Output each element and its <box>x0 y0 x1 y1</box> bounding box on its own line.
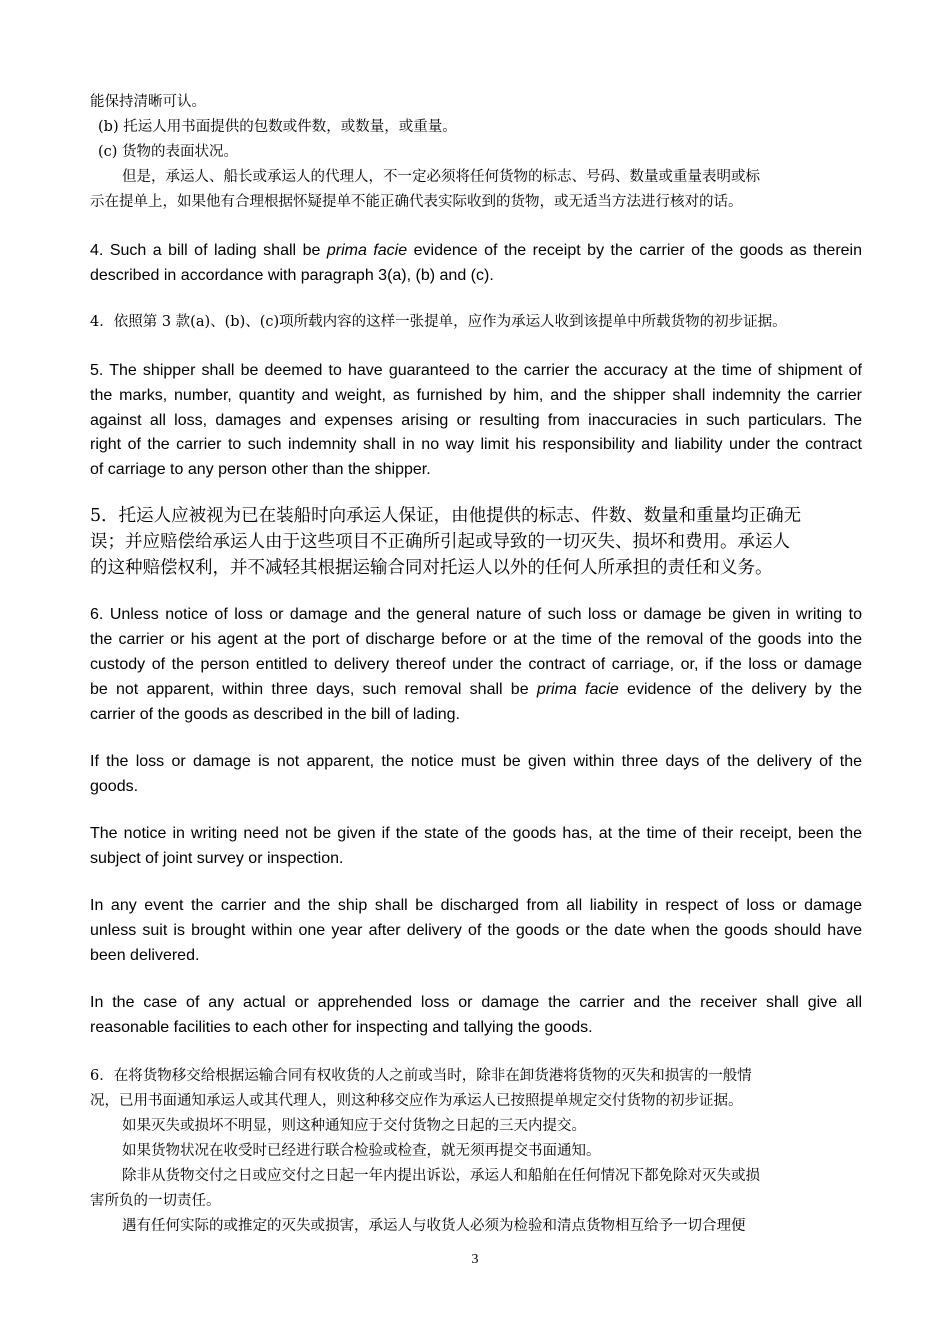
en-notice-writing-line2: subject of joint survey or inspection. <box>90 850 344 867</box>
en-clause-5-line1: 5. The shipper shall be deemed to have guaranteed to the carrier the accuracy at the time of shipment of <box>90 362 862 379</box>
zh-clause-6-line2: 况，已用书面通知承运人或其代理人，则这种移交应作为承运人已按照提单规定交付货物的初步证据。 <box>90 1093 743 1109</box>
en-facilities-line1: In the case of any actual or apprehended loss or damage the carrier and the receiver shall give all <box>90 994 862 1011</box>
en-clause-5-line2: the marks, number, quantity and weight, as furnished by him, and the shipper shall indemnity the carrier <box>90 387 862 404</box>
en-clause-6-text-b: evidence of the delivery by the <box>618 681 862 698</box>
en-liability-line1: In any event the carrier and the ship shall be discharged from all liability in respect of loss or damage <box>90 897 862 914</box>
en-liability-line3: been delivered. <box>90 947 200 964</box>
zh-clause-5-line3: 的这种赔偿权利，并不减轻其根据运输合同对托运人以外的任何人所承担的责任和义务。 <box>90 558 773 578</box>
zh-item-b: (b) 托运人用书面提供的包数或件数，或数量，或重量。 <box>98 119 457 135</box>
en-clause-6-text-a: be not apparent, within three days, such removal shall be <box>90 681 537 698</box>
en-clause-6-line2: the carrier or his agent at the port of discharge before or at the time of the removal of the goods into the <box>90 631 862 648</box>
en-clause-6-line5: carrier of the goods as described in the bill of lading. <box>90 706 460 723</box>
zh-clause-6-line4: 如果货物状况在收受时已经进行联合检验或检查，就无须再提交书面通知。 <box>122 1143 601 1159</box>
en-notice-apparent-line1: If the loss or damage is not apparent, the notice must be given within three days of the delivery of the <box>90 753 862 770</box>
en-clause-5-line3: against all loss, damages and expenses arising or resulting from inaccuracies in such particulars. The <box>90 412 862 429</box>
zh-clause-6-line3: 如果灭失或损坏不明显，则这种通知应于交付货物之日起的三天内提交。 <box>122 1118 586 1134</box>
zh-paragraph-however-line2: 示在提单上，如果他有合理根据怀疑提单不能正确代表实际收到的货物，或无适当方法进行核对的话。 <box>90 194 743 210</box>
en-clause-4-line1 <box>90 238 862 263</box>
zh-clause-5-line1: 5．托运人应被视为已在装船时向承运人保证，由他提供的标志、件数、数量和重量均正确无 <box>90 506 802 526</box>
en-clause-4-italic: prima facie <box>326 242 408 259</box>
en-notice-writing-line1: The notice in writing need not be given if the state of the goods has, at the time of their receipt, been the <box>90 825 862 842</box>
zh-item-c: (c) 货物的表面状况。 <box>98 144 239 160</box>
zh-clause-5-line2: 误；并应赔偿给承运人由于这些项目不正确所引起或导致的一切灭失、损坏和费用。承运人 <box>90 532 790 552</box>
en-clause-4-text-a: 4. Such a bill of lading shall be <box>90 242 327 259</box>
zh-line-continuation: 能保持清晰可认。 <box>90 94 206 110</box>
en-clause-4-text-b: evidence of the receipt by the carrier of the goods as therein <box>407 242 862 259</box>
en-clause-6-line3: custody of the person entitled to delivery thereof under the contract of carriage, or, if the loss or damage <box>90 656 862 673</box>
en-facilities-line2: reasonable facilities to each other for inspecting and tallying the goods. <box>90 1019 593 1036</box>
en-liability-line2: unless suit is brought within one year after delivery of the goods or the date when the goods should have <box>90 922 862 939</box>
zh-clause-6-line7: 遇有任何实际的或推定的灭失或损害，承运人与收货人必须为检验和清点货物相互给予一切合理便 <box>122 1218 746 1234</box>
zh-clause-4: 4．依照第 3 款(a)、(b)、(c)项所载内容的这样一张提单，应作为承运人收到该提单中所载货物的初步证据。 <box>90 314 787 330</box>
en-clause-4-line2: described in accordance with paragraph 3(a), (b) and (c). <box>90 267 494 284</box>
en-clause-5-line5: of carriage to any person other than the shipper. <box>90 461 431 478</box>
page-number: 3 <box>471 1252 479 1267</box>
en-clause-6-line1: 6. Unless notice of loss or damage and the general nature of such loss or damage be given in writing to <box>90 606 862 623</box>
en-clause-5-line4: right of the carrier to such indemnity shall in no way limit his responsibility and liability under the contract <box>90 436 862 453</box>
zh-clause-6-line6: 害所负的一切责任。 <box>90 1193 221 1209</box>
zh-paragraph-however-line1: 但是，承运人、船长或承运人的代理人，不一定必须将任何货物的标志、号码、数量或重量表明或标 <box>122 169 760 185</box>
zh-clause-6-line5: 除非从货物交付之日或应交付之日起一年内提出诉讼，承运人和船舶在任何情况下都免除对灭失或损 <box>122 1168 760 1184</box>
en-clause-6-italic: prima facie <box>536 681 619 698</box>
en-notice-apparent-line2: goods. <box>90 778 139 795</box>
zh-clause-6-line1: 6．在将货物移交给根据运输合同有权收货的人之前或当时，除非在卸货港将货物的灭失和损害的一般情 <box>90 1068 752 1084</box>
en-clause-6-line4 <box>90 677 862 702</box>
